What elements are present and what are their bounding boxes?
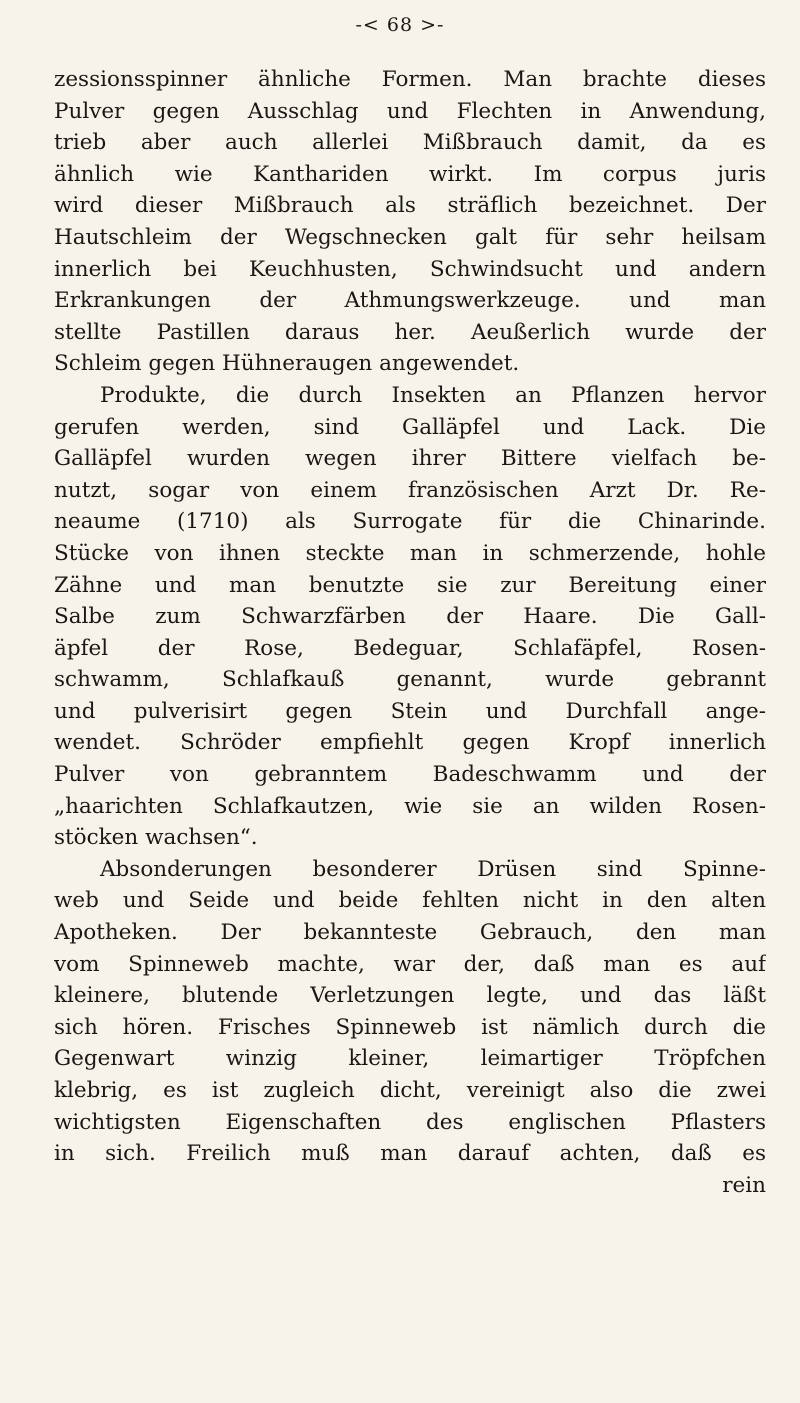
text-line: Stücke von ihnen steckte man in schmerzende, hohle (54, 540, 766, 566)
text-line: stellte Pastillen daraus her. Aeußerlich wurde der (54, 319, 766, 345)
text-line: Pulver gegen Ausschlag und Flechten in Anwendung, (54, 98, 766, 124)
text-line: wird dieser Mißbrauch als sträflich bezeichnet. Der (54, 193, 766, 219)
text-line: Apotheken. Der bekannteste Gebrauch, den man (54, 920, 766, 946)
page-number (0, 14, 800, 36)
text-line: innerlich bei Keuchhusten, Schwindsucht und andern (54, 256, 766, 282)
text-line: Erkrankungen der Athmungswerkzeuge. und man (54, 288, 766, 314)
text-line: stöcken wachsen“. (54, 825, 258, 851)
text-line: wichtigsten Eigenschaften des englischen Pflasters (54, 1109, 766, 1135)
text-line: Schleim gegen Hühneraugen angewendet. (54, 351, 520, 377)
ornament-left-icon: -< (355, 14, 380, 36)
text-line: Absonderungen besonderer Drüsen sind Spinne- (100, 856, 766, 882)
text-line: zessionsspinner ähnliche Formen. Man brachte dieses (54, 67, 766, 92)
text-line: Pulver von gebranntem Badeschwamm und der (54, 762, 766, 788)
text-line: Galläpfel wurden wegen ihrer Bittere vielfach be- (54, 446, 766, 472)
text-line: Produkte, die durch Insekten an Pflanzen hervor (100, 382, 766, 408)
text-line: trieb aber auch allerlei Mißbrauch damit, da es (54, 130, 766, 156)
text-line: schwamm, Schlafkauß genannt, wurde gebrannt (54, 667, 766, 693)
ornament-right-icon: >- (420, 14, 445, 36)
text-line: Salbe zum Schwarzfärben der Haare. Die Gall- (54, 604, 766, 630)
text-line: kleinere, blutende Verletzungen legte, und das läßt (54, 983, 766, 1009)
text-line: klebrig, es ist zugleich dicht, vereinigt also die zwei (54, 1078, 766, 1103)
text-line: nutzt, sogar von einem französischen Arzt Dr. Re- (54, 477, 766, 503)
text-line: Gegenwart winzig kleiner, leimartiger Tröpfchen (54, 1046, 766, 1072)
text-line: web und Seide und beide fehlten nicht in den alten (54, 888, 766, 914)
text-line: vom Spinneweb machte, war der, daß man es auf (54, 951, 766, 977)
text-line: neaume (1710) als Surrogate für die Chinarinde. (54, 509, 766, 535)
text-line: gerufen werden, sind Galläpfel und Lack. Die (54, 414, 766, 440)
catchword: rein (722, 1172, 766, 1198)
text-line: Zähne und man benutzte sie zur Bereitung einer (54, 572, 766, 598)
page-number-value: 68 (386, 14, 414, 36)
body-text (54, 64, 766, 1201)
text-line: wendet. Schröder empfiehlt gegen Kropf innerlich (54, 730, 766, 756)
text-line: „haarichten Schlafkautzen, wie sie an wilden Rosen- (54, 793, 766, 819)
text-line: sich hören. Frisches Spinneweb ist nämlich durch die (54, 1014, 766, 1040)
text-line: und pulverisirt gegen Stein und Durchfall ange- (54, 698, 766, 724)
text-line: Hautschleim der Wegschnecken galt für sehr heilsam (54, 224, 766, 250)
text-line: äpfel der Rose, Bedeguar, Schlafäpfel, Rosen- (54, 635, 766, 661)
text-line: in sich. Freilich muß man darauf achten, daß es (54, 1141, 766, 1167)
text-line: ähnlich wie Kanthariden wirkt. Im corpus juris (54, 161, 766, 187)
